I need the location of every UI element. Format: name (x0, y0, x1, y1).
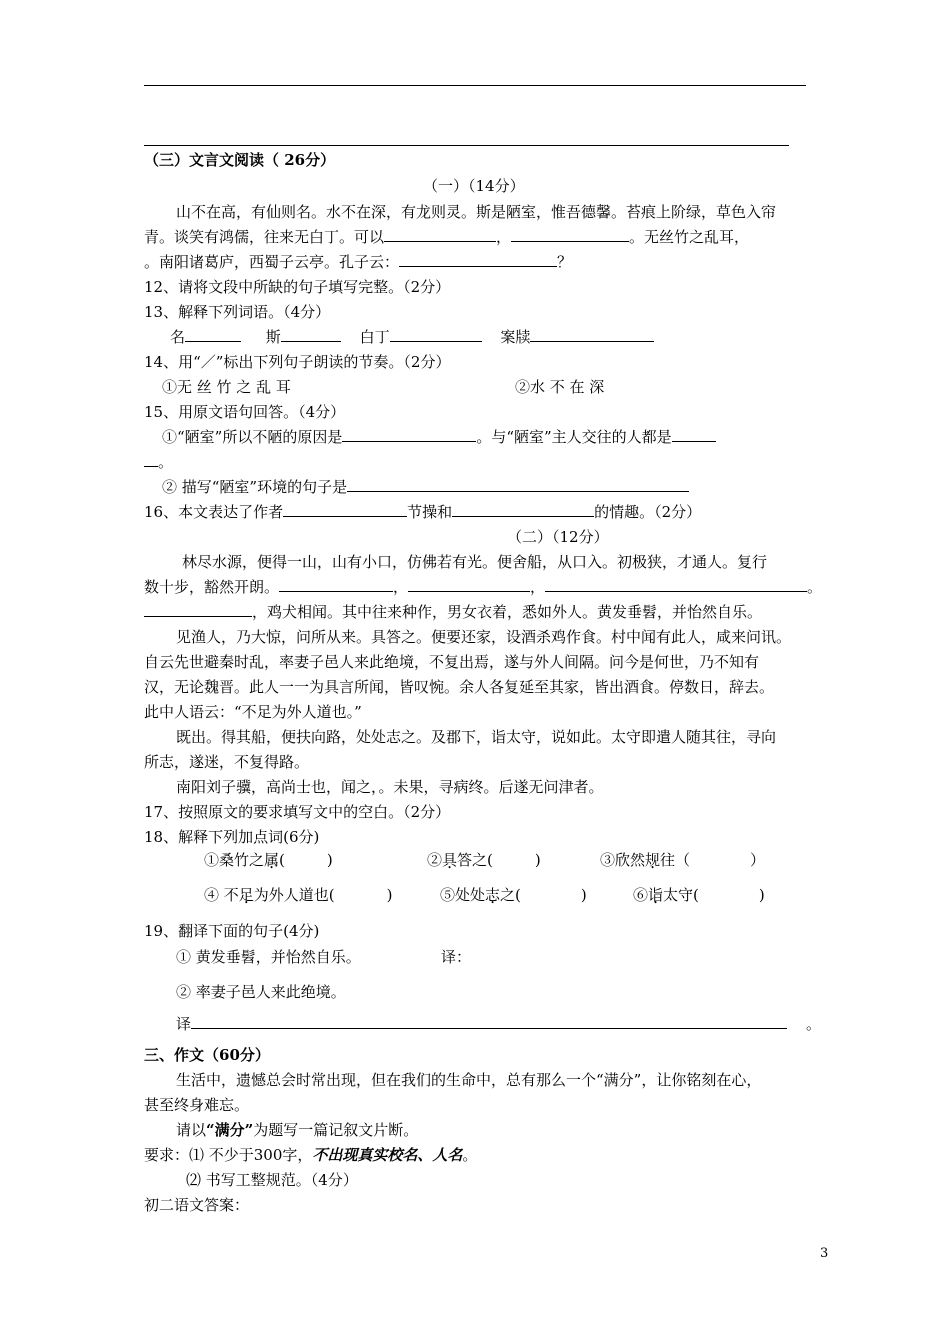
blank[interactable] (672, 427, 716, 442)
q15-1: ①“陋室”所以不陋的原因是 。与“陋室”主人交往的人都是 (162, 427, 716, 447)
q19-1-translate: 译： (441, 948, 472, 966)
blank[interactable] (144, 602, 252, 617)
q18-item-5: ⑤处处志之( ) (440, 886, 587, 904)
answers-heading: 初二语文答案： (144, 1196, 250, 1214)
p2-line-3: ，鸡犬相闻。其中往来种作，男女衣着，悉如外人。黄发垂髫，并怡然自乐。 (144, 602, 762, 622)
blank[interactable] (530, 327, 654, 342)
essay-requirement-2: ⑵ 书写工整规范。（4分） (186, 1171, 358, 1189)
blank[interactable] (185, 327, 241, 342)
p2-line-1: 林尽水源，便得一山，山有小口，仿佛若有光。便舍船，从口入。初极狭，才通人。复行 (182, 553, 768, 571)
blank[interactable] (384, 227, 496, 242)
translation-blank[interactable] (191, 1014, 787, 1029)
question-16: 16、本文表达了作者 节操和 的情趣。（2分） (144, 503, 702, 521)
p1-line-1: 山不在高，有仙则名。水不在深，有龙则灵。斯是陋室，惟吾德馨。苔痕上阶绿，草色入帘 (176, 203, 777, 221)
q19-2-end: 。 (806, 1015, 822, 1033)
blank[interactable] (511, 227, 629, 242)
question-13: 13、解释下列词语。（4分） (144, 303, 331, 321)
p1-line-2: 青。谈笑有鸿儒，往来无白丁。可以 ， 。无丝竹之乱耳， (144, 228, 750, 246)
question-17: 17、按照原文的要求填写文中的空白。（2分） (144, 803, 451, 821)
question-12: 12、请将文段中所缺的句子填写完整。（2分） (144, 278, 451, 296)
essay-line-1: 生活中，遗憾总会时常出现，但在我们的生命中，总有那么一个“满分”，让你铭刻在心， (176, 1071, 762, 1089)
p2-line-10: 南阳刘子骥，高尚士也，闻之，。未果，寻病终。后遂无问津者。 (176, 778, 604, 796)
question-14: 14、用“／”标出下列句子朗读的节奏。（2分） (144, 353, 451, 371)
passage-2-title: （二）（12分） (507, 528, 609, 546)
essay-line-3: 请以“满分”为题写一篇记叙文片断。 (176, 1121, 419, 1139)
question-15: 15、用原文语句回答。（4分） (144, 403, 346, 421)
blank[interactable] (279, 577, 393, 592)
question-19: 19、翻译下面的句子(4分) (144, 922, 320, 940)
section-title: （三）文言文阅读（ 26分） (144, 151, 336, 169)
blank[interactable] (281, 327, 341, 342)
p2-line-6: 汉，无论魏晋。此人一一为具言所闻，皆叹惋。余人各复延至其家，皆出酒食。停数日，辞去。 (144, 678, 775, 696)
q19-2-translate: 译 (176, 1014, 787, 1034)
q14-item-1: ①无 丝 竹 之 乱 耳 (162, 378, 291, 396)
blank[interactable] (342, 427, 476, 442)
q13-terms: 名 斯 白丁 案牍 (170, 327, 654, 347)
blank[interactable] (399, 252, 557, 267)
q18-item-1: ①桑竹之属( ) (204, 851, 333, 869)
p2-line-9: 所志，遂迷，不复得路。 (144, 753, 310, 771)
p2-line-2: 数十步，豁然开朗。 ， ， 。 (144, 578, 823, 596)
blank[interactable] (408, 577, 530, 592)
p2-line-7: 此中人语云：“不足为外人道也。” (144, 703, 362, 721)
q19-2: ② 率妻子邑人来此绝境。 (176, 983, 346, 1001)
blank[interactable] (390, 327, 482, 342)
p2-line-8: 既出。得其船，便扶向路，处处志之。及郡下，诣太守，说如此。太守即遣人随其往，寻向 (176, 728, 777, 746)
p1-line-3: 。南阳诸葛庐，西蜀子云亭。孔子云： ？ (144, 253, 573, 271)
q14-item-2: ②水 不 在 深 (515, 378, 605, 396)
p2-line-5: 自云先世避秦时乱，率妻子邑人来此绝境，不复出焉，遂与外人间隔。问今是何世，乃不知有 (144, 653, 760, 671)
p2-line-4: 见渔人，乃大惊，问所从来。具答之。便要还家，设酒杀鸡作食。村中闻有此人，咸来问讯。 (176, 628, 792, 646)
q18-item-6: ⑥诣太守( ) (633, 886, 765, 904)
top-rule-1 (144, 85, 806, 86)
top-rule-2 (144, 145, 789, 146)
essay-title: 三、作文（60分） (144, 1046, 270, 1064)
blank[interactable] (452, 502, 594, 517)
page-number: 3 (820, 1246, 829, 1261)
essay-requirement-1: 要求：⑴ 不少于300字，不出现真实校名、人名。 (144, 1146, 478, 1164)
blank[interactable] (545, 577, 807, 592)
q18-item-3: ③欣然规往（ ） (600, 851, 766, 869)
essay-line-2: 甚至终身难忘。 (144, 1096, 250, 1114)
q18-item-4: ④ 不足为外人道也( ) (204, 886, 393, 904)
blank[interactable] (144, 452, 158, 467)
q15-2: ② 描写“陋室”环境的句子是 (162, 477, 689, 497)
q18-item-2: ②具答之( ) (427, 851, 541, 869)
passage-1-title: （一）（14分） (423, 177, 525, 195)
blank[interactable] (347, 477, 689, 492)
blank[interactable] (283, 502, 407, 517)
q19-1: ① 黄发垂髫，并怡然自乐。 (176, 948, 361, 966)
question-18: 18、解释下列加点词(6分) (144, 828, 320, 846)
q15-1-cont: 。 (144, 452, 173, 472)
